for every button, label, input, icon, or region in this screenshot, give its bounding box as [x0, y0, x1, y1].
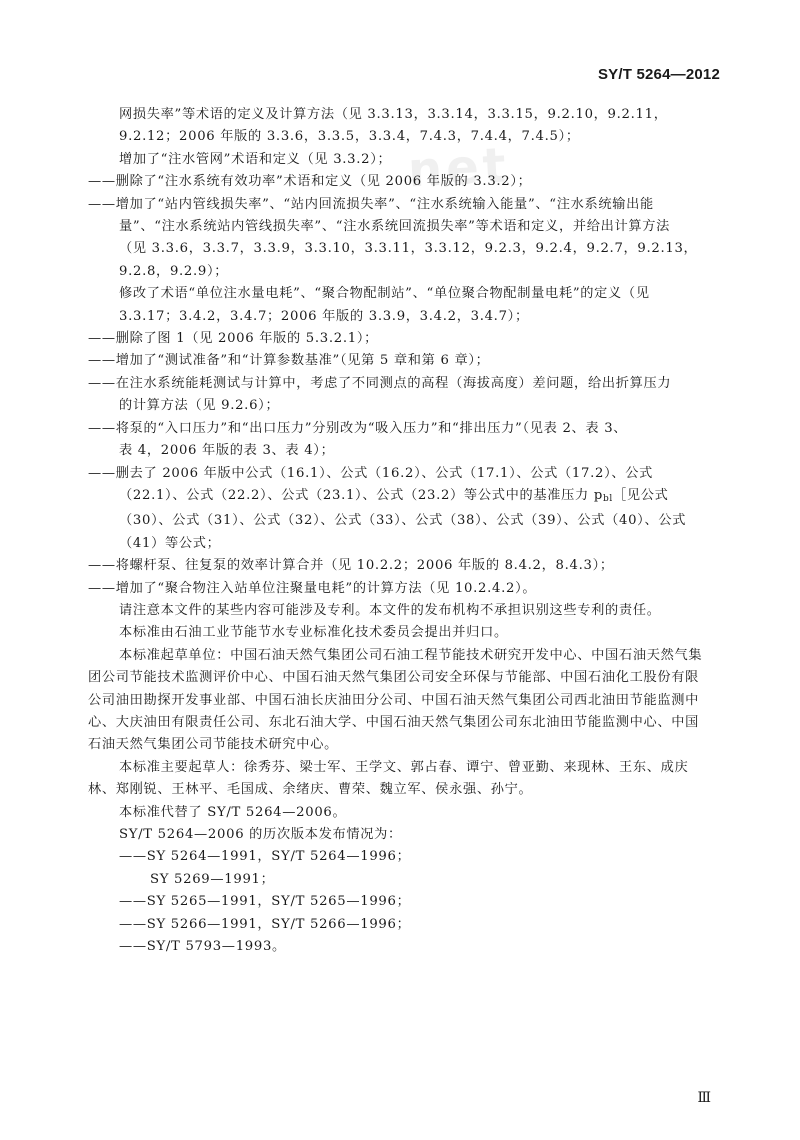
text-line: ——SY 5266—1991，SY/T 5266—1996； — [119, 916, 411, 932]
text-line: （41）等公式； — [119, 535, 221, 551]
text-line: 石油天然气集团公司节能技术研究中心。 — [88, 737, 338, 753]
text-line-with-formula — [88, 485, 736, 510]
text-line: ［见公式 — [613, 487, 669, 503]
text-line: 量”、“注水系统站内管线损失率”、“注水系统回流损失率”等术语和定义，并给出计算方法 — [119, 219, 671, 235]
watermark: net — [406, 137, 512, 199]
text-line: 9.2.8，9.2.9）； — [119, 263, 229, 279]
text-line: ——增加了“站内管线损失率”、“站内回流损失率”、“注水系统输入能量”、“注水系统输出能 — [88, 196, 654, 212]
page-number: Ⅲ — [697, 1090, 712, 1106]
text-line: （22.1）、公式（22.2）、公式（23.1）、公式（23.2）等公式中的基准压力 p — [119, 487, 603, 503]
text-line: 修改了术语“单位注水量电耗”、“聚合物配制站”、“单位聚合物配制量电耗”的定义（见 — [119, 286, 650, 302]
text-line: （30）、公式（31）、公式（32）、公式（33）、公式（38）、公式（39）、公式（40）、公式 — [119, 513, 687, 529]
text-line: 请注意本文件的某些内容可能涉及专利。本文件的发布机构不承担识别这些专利的责任。 — [119, 602, 661, 618]
text-line: ——SY 5265—1991，SY/T 5265—1996； — [119, 894, 411, 910]
text-line: 林、郑刚锐、王林平、毛国成、余绪庆、曹荣、魏立军、侯永强、孙宁。 — [88, 782, 533, 798]
text-line: 表 4，2006 年版的表 3、表 4）； — [119, 443, 335, 459]
text-line: ——删去了 2006 年版中公式（16.1）、公式（16.2）、公式（17.1）、公式（17.2）、公式 — [88, 465, 654, 481]
text-line: ——删除了图 1（见 2006 年版的 5.3.2.1）； — [88, 331, 378, 347]
text-line: 团公司节能技术监测评价中心、中国石油天然气集团公司安全环保与节能部、中国石油化工股份有限 — [88, 670, 700, 686]
text-line: ——SY 5264—1991，SY/T 5264—1996； — [119, 849, 411, 865]
text-line: 的计算方法（见 9.2.6）； — [119, 398, 280, 414]
text-line: （见 3.3.6，3.3.7，3.3.9，3.3.10，3.3.11，3.3.12，9.2.3，9.2.4，9.2.7，9.2.13， — [119, 241, 698, 257]
text-line: ——将泵的“入口压力”和“出口压力”分别改为“吸入压力”和“排出压力”（见表 2、表 3、 — [88, 420, 628, 436]
text-line: ——在注水系统能耗测试与计算中，考虑了不同测点的高程（海拔高度）差问题，给出折算压力 — [88, 375, 672, 391]
text-line: ——增加了“测试准备”和“计算参数基准”（见第 5 章和第 6 章）； — [88, 353, 490, 369]
text-line: 3.3.17；3.4.2，3.4.7；2006 年版的 3.3.9，3.4.2，3.4.7）； — [119, 308, 529, 324]
text-line: 本标准起草单位：中国石油天然气集团公司石油工程节能技术研究开发中心、中国石油天然气集 — [119, 647, 703, 663]
text-line: 本标准主要起草人：徐秀芬、梁士军、王学文、郭占春、谭宁、曾亚勤、来现林、王东、成庆 — [119, 759, 689, 775]
text-line: SY/T 5264—2006 的历次版本发布情况为： — [119, 827, 402, 842]
text-line: 心、大庆油田有限责任公司、东北石油大学、中国石油天然气集团公司东北油田节能监测中心、中国 — [88, 714, 700, 730]
text-line: 增加了“注水管网”术语和定义（见 3.3.2）； — [119, 151, 392, 167]
text-line: 网损失率”等术语的定义及计算方法（见 3.3.13，3.3.14，3.3.15，9.2.10，9.2.11， — [119, 107, 668, 122]
foreword-body — [88, 104, 736, 958]
text-line: SY 5269—1991； — [150, 871, 275, 887]
text-line: 9.2.12；2006 年版的 3.3.6，3.3.5，3.3.4，7.4.3，7.4.4，7.4.5）； — [119, 129, 580, 145]
text-line: 本标准由石油工业节能节水专业标准化技术委员会提出并归口。 — [119, 625, 508, 641]
text-line: 公司油田勘探开发事业部、中国石油长庆油田分公司、中国石油天然气集团公司西北油田节能监测中 — [88, 692, 700, 708]
text-line: ——删除了“注水系统有效功率”术语和定义（见 2006 年版的 3.3.2）； — [88, 174, 532, 190]
standard-code-header: SY/T 5264—2012 — [597, 66, 720, 83]
pressure-subscript: bl — [602, 493, 614, 504]
text-line: ——SY/T 5793—1993。 — [119, 939, 286, 955]
text-line: ——将螺杆泵、往复泵的效率计算合并（见 10.2.2；2006 年版的 8.4.2，8.4.3）； — [88, 558, 614, 574]
text-line: ——增加了“聚合物注入站单位注聚量电耗”的计算方法（见 10.2.4.2）。 — [88, 580, 537, 596]
text-line: 本标准代替了 SY/T 5264—2006。 — [119, 804, 347, 820]
